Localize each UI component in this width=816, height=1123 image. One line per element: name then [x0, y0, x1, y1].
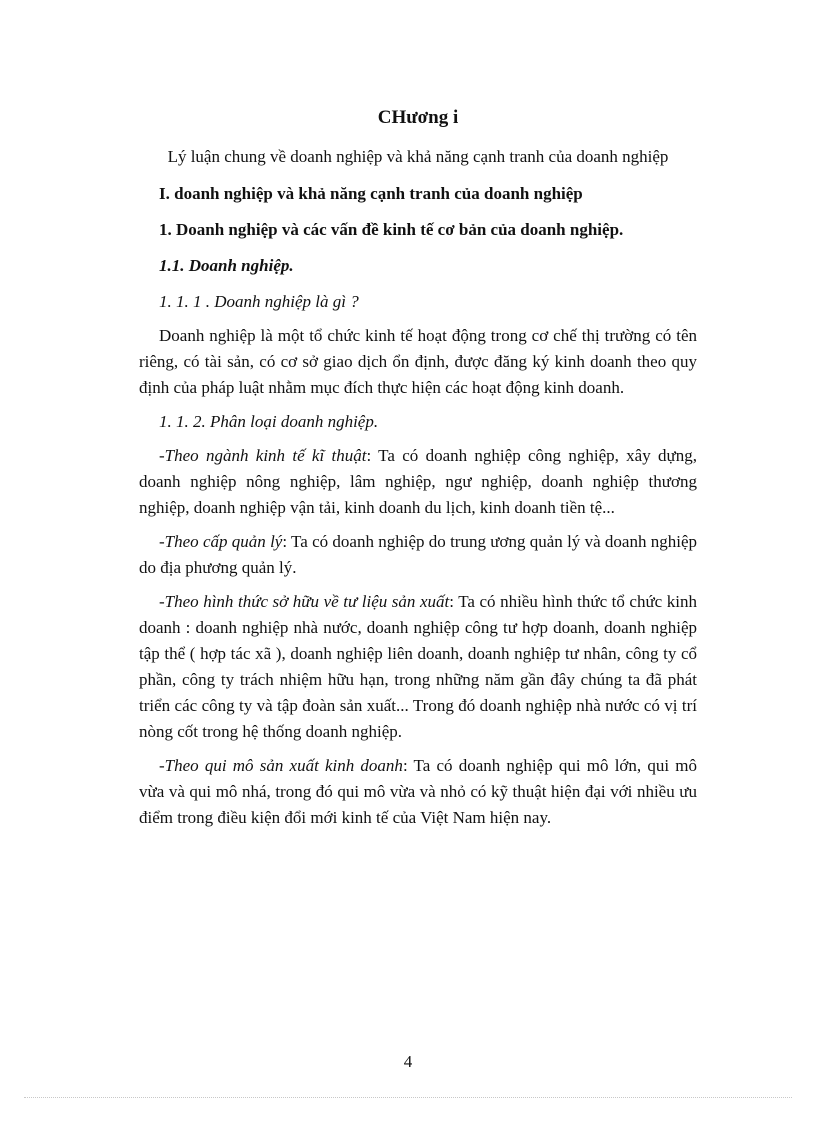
- footer-divider: [24, 1097, 792, 1098]
- page-number: 4: [403, 1052, 413, 1071]
- definition-paragraph: Doanh nghiệp là một tổ chức kinh tế hoạt động trong cơ chế thị trường có tên riêng, có tài sản, có cơ sở giao dịch ổn định, được đăng ký kinh doanh theo quy định của pháp luật nhằm mục đích thực hiện các hoạt động kinh doanh.: [139, 326, 697, 397]
- section-heading-1-1-1: 1.1. Doanh nghiệp.: [159, 256, 294, 275]
- classification-paragraph: [139, 589, 697, 745]
- classification-lead: -Theo hình thức sở hữu về tư liệu sản xuất: [159, 592, 450, 611]
- classification-text: : Ta có nhiều hình thức tổ chức kinh doanh : doanh nghiệp nhà nước, doanh nghiệp công tư hợp doanh, doanh nghiệp tập thể ( hợp tác xã ), doanh nghiệp liên doanh, doanh nghiệp tư nhân, công ty cổ phần, công ty trách nhiệm hữu hạn, trong những năm gần đây chúng ta đã phát triển các công ty và tập đoàn sản xuất... Trong đó doanh nghiệp nhà nước có vị trí nòng cốt trong hệ thống doanh nghiệp.: [139, 592, 697, 741]
- chapter-title: CHương i: [377, 107, 459, 128]
- classification-text: : Ta có doanh nghiệp do trung ương quản lý và doanh nghiệp do địa phương quản lý.: [139, 532, 698, 577]
- chapter-subtitle: Lý luận chung về doanh nghiệp và khả năng cạnh tranh của doanh nghiệp: [167, 147, 669, 166]
- section-heading-1: I. doanh nghiệp và khả năng cạnh tranh của doanh nghiệp: [159, 184, 583, 203]
- classification-text: : Ta có doanh nghiệp công nghiệp, xây dựng, doanh nghiệp nông nghiệp, lâm nghiệp, ngư nghiệp, doanh nghiệp thương nghiệp, doanh nghiệp vận tải, kinh doanh du lịch, kinh doanh tiền tệ...: [139, 446, 697, 517]
- subsection-heading-classification: 1. 1. 2. Phân loại doanh nghiệp.: [159, 412, 379, 431]
- page-content: [139, 104, 697, 839]
- classification-paragraph: [139, 443, 697, 521]
- subsection-heading-definition: 1. 1. 1 . Doanh nghiệp là gì ?: [159, 292, 359, 311]
- classification-lead: -Theo ngành kinh tế kĩ thuật: [159, 446, 367, 465]
- section-heading-1-1: 1. Doanh nghiệp và các vấn đề kinh tế cơ bản của doanh nghiệp.: [159, 220, 624, 239]
- classification-text: : Ta có doanh nghiệp qui mô lớn, qui mô vừa và qui mô nhá, trong đó qui mô vừa và nhỏ có kỹ thuật hiện đại với nhiều ưu điểm trong điều kiện đổi mới kinh tế của Việt Nam hiện nay.: [139, 756, 697, 827]
- classification-lead: -Theo cấp quản lý: [159, 532, 283, 551]
- classification-lead: -Theo qui mô sản xuất kinh doanh: [159, 756, 403, 775]
- classification-paragraph: [139, 529, 697, 581]
- classification-paragraph: [139, 753, 697, 831]
